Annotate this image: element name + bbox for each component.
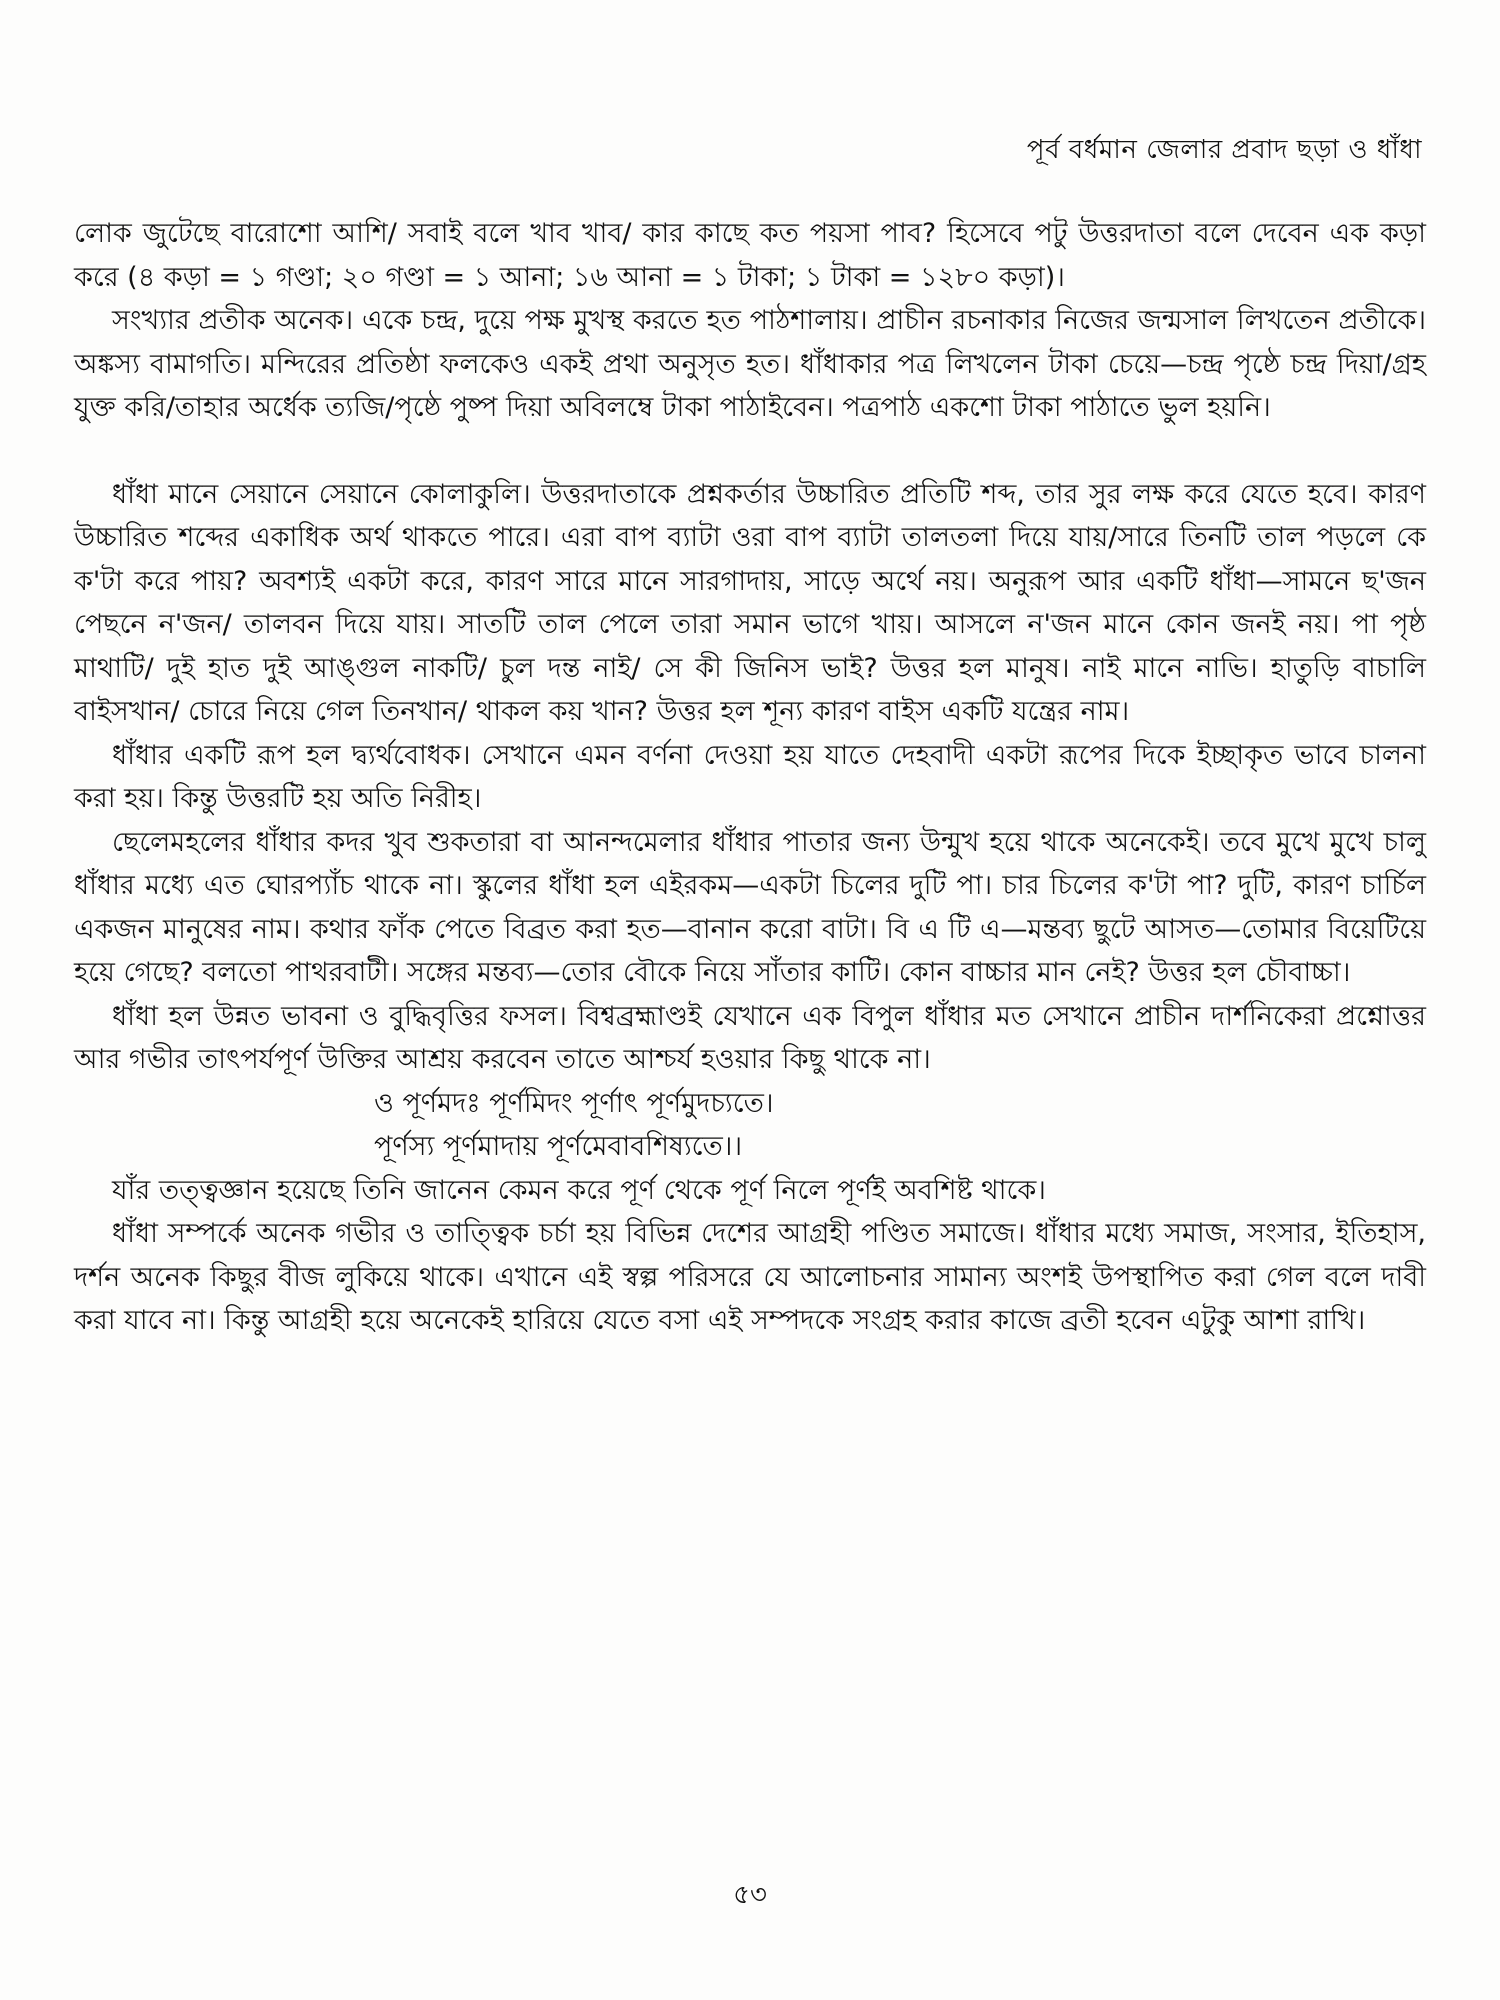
running-header: পূর্ব বর্ধমান জেলার প্রবাদ ছড়া ও ধাঁধা	[1026, 135, 1422, 165]
page-number: ৫৩	[733, 1880, 767, 1910]
paragraph-number-symbols: সংখ্যার প্রতীক অনেক। একে চন্দ্র, দুয়ে পক্ষ মুখস্থ করতে হত পাঠশালায়। প্রাচীন রচনাকার নিজের জন্মসাল লিখতেন প্রতীকে। অঙ্কস্য বামাগতি। মন্দিরের প্রতিষ্ঠা ফলকেও একই প্রথা অনুসৃত হত। ধাঁধাকার পত্র লিখলেন টাকা চেয়ে—চন্দ্র পৃষ্ঠে চন্দ্র দিয়া/গ্রহ যুক্ত করি/তাহার অর্ধেক ত্যজি/পৃষ্ঠে পুষ্প দিয়া অবিলম্বে টাকা পাঠাইবেন। পত্রপাঠ একশো টাকা পাঠাতে ভুল হয়নি।	[74, 305, 1426, 423]
paragraph-knowledge: যাঁর তত্ত্বজ্ঞান হয়েছে তিনি জানেন কেমন করে পূর্ণ থেকে পূর্ণ নিলে পূর্ণই অবশিষ্ট থাকে।	[112, 1174, 1046, 1206]
paragraph-conclusion: ধাঁধা সম্পর্কে অনেক গভীর ও তাত্ত্বিক চর্চা হয় বিভিন্ন দেশের আগ্রহী পণ্ডিত সমাজে। ধাঁধার মধ্যে সমাজ, সংসার, ইতিহাস, দর্শন অনেক কিছুর বীজ লুকিয়ে থাকে। এখানে এই স্বল্প পরিসরে যে আলোচনার সামান্য অংশই উপস্থাপিত করা গেল বলে দাবী করা যাবে না। কিন্তু আগ্রহী হয়ে অনেকেই হারিয়ে যেতে বসা এই সম্পদকে সংগ্রহ করার কাজে ব্রতী হবেন এটুকু আশা রাখি।	[74, 1218, 1426, 1336]
paragraph-coin-riddle: লোক জুটেছে বারোশো আশি/ সবাই বলে খাব খাব/ কার কাছে কত পয়সা পাব? হিসেবে পটু উত্তরদাতা বলে দেবেন এক কড়া করে (৪ কড়া = ১ গণ্ডা; ২০ গণ্ডা = ১ আনা; ১৬ আনা = ১ টাকা; ১ টাকা = ১২৮০ কড়া)।	[74, 218, 1426, 293]
verse-line-1: ও পূর্ণমদঃ পূর্ণমিদং পূর্ণাৎ পূর্ণমুদচ্যতে।	[374, 1087, 774, 1119]
verse-line-2: পূর্ণস্য পূর্ণমাদায় পূর্ণমেবাবশিষ্যতে।।	[374, 1131, 743, 1162]
paragraph-double-meaning: ধাঁধার একটি রূপ হল দ্ব্যর্থবোধক। সেখানে এমন বর্ণনা দেওয়া হয় যাতে দেহবাদী একটা রূপের দিকে ইচ্ছাকৃত ভাবে চালনা করা হয়। কিন্তু উত্তরটি হয় অতি নিরীহ।	[74, 739, 1426, 814]
paragraph-philosophy: ধাঁধা হল উন্নত ভাবনা ও বুদ্ধিবৃত্তির ফসল। বিশ্বব্রহ্মাণ্ডই যেখানে এক বিপুল ধাঁধার মত সেখানে প্রাচীন দার্শনিকেরা প্রশ্নোত্তর আর গভীর তাৎপর্যপূর্ণ উক্তির আশ্রয় করবেন তাতে আশ্চর্য হওয়ার কিছু থাকে না।	[74, 1000, 1426, 1075]
page-body	[74, 212, 1426, 1343]
paragraph-children-riddles: ছেলেমহলের ধাঁধার কদর খুব শুকতারা বা আনন্দমেলার ধাঁধার পাতার জন্য উন্মুখ হয়ে থাকে অনেকেই। তবে মুখে মুখে চালু ধাঁধার মধ্যে এত ঘোরপ্যাঁচ থাকে না। স্কুলের ধাঁধা হল এইরকম—একটা চিলের দুটি পা। চার চিলের ক'টা পা? দুটি, কারণ চার্চিল একজন মানুষের নাম। কথার ফাঁক পেতে বিব্রত করা হত—বানান করো বাটা। বি এ টি এ—মন্তব্য ছুটে আসত—তোমার বিয়েটিয়ে হয়ে গেছে? বলতো পাথরবাটী। সঙ্গের মন্তব্য—তোর বৌকে নিয়ে সাঁতার কাটি। কোন বাচ্চার মান নেই? উত্তর হল চৌবাচ্চা।	[74, 826, 1426, 988]
paragraph-wordplay: ধাঁধা মানে সেয়ানে সেয়ানে কোলাকুলি। উত্তরদাতাকে প্রশ্নকর্তার উচ্চারিত প্রতিটি শব্দ, তার সুর লক্ষ করে যেতে হবে। কারণ উচ্চারিত শব্দের একাধিক অর্থ থাকতে পারে। এরা বাপ ব্যাটা ওরা বাপ ব্যাটা তালতলা দিয়ে যায়/সারে তিনটি তাল পড়লে কে ক'টা করে পায়? অবশ্যই একটা করে, কারণ সারে মানে সারগাদায়, সাড়ে অর্থে নয়। অনুরূপ আর একটি ধাঁধা—সামনে ছ'জন পেছনে ন'জন/ তালবন দিয়ে যায়। সাতটি তাল পেলে তারা সমান ভাগে খায়। আসলে ন'জন মানে কোন জনই নয়। পা পৃষ্ঠ মাথাটি/ দুই হাত দুই আঙ্গুল নাকটি/ চুল দন্ত নাই/ সে কী জিনিস ভাই? উত্তর হল মানুষ। নাই মানে নাভি। হাতুড়ি বাচালি বাইসখান/ চোরে নিয়ে গেল তিনখান/ থাকল কয় খান? উত্তর হল শূন্য কারণ বাইস একটি যন্ত্রের নাম।	[74, 478, 1426, 727]
